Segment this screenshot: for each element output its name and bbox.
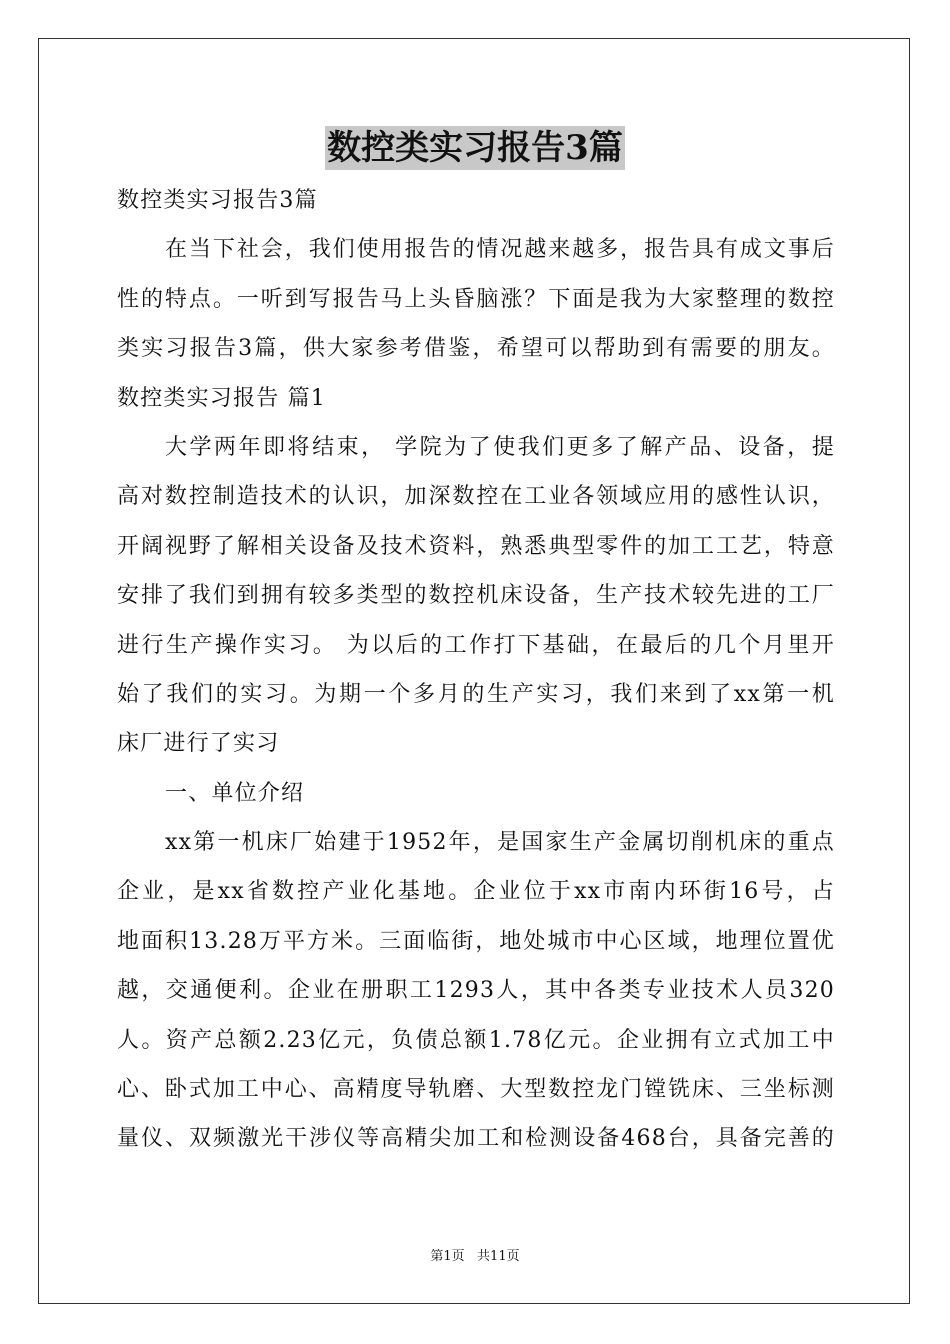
text-line: 数控类实习报告3篇 <box>117 188 318 213</box>
text-line: 数控类实习报告 篇1 <box>117 385 326 411</box>
text-line: xx第一机床厂始建于1952年，是国家生产金属切削机床的重点 <box>165 830 835 856</box>
text-line: 量仪、双频激光干涉仪等高精尖加工和检测设备468台，具备完善的 <box>117 1126 835 1152</box>
text-line: 进行生产操作实习。 为以后的工作打下基础，在最后的几个月里开 <box>117 632 835 658</box>
document-title: 数控类实习报告3篇 <box>327 128 623 168</box>
text-line: 床厂进行了实习 <box>117 731 280 757</box>
text-line: 一、单位介绍 <box>165 780 305 806</box>
text-line: 心、卧式加工中心、高精度导轨磨、大型数控龙门镗铣床、三坐标测 <box>117 1077 835 1103</box>
text-line: 在当下社会，我们使用报告的情况越来越多，报告具有成文事后 <box>165 237 835 263</box>
page-footer: 第1页 共11页 <box>430 1249 520 1264</box>
text-line: 企业，是xx省数控产业化基地。企业位于xx市南内环街16号，占 <box>117 879 835 905</box>
text-line: 安排了我们到拥有较多类型的数控机床设备，生产技术较先进的工厂 <box>117 583 835 609</box>
text-line: 人。资产总额2.23亿元，负债总额1.78亿元。企业拥有立式加工中 <box>117 1027 835 1053</box>
text-line: 地面积13.28万平方米。三面临街，地处城市中心区域，地理位置优 <box>117 928 835 954</box>
text-line: 始了我们的实习。为期一个多月的生产实习，我们来到了xx第一机 <box>117 681 835 707</box>
title-wrap <box>0 126 950 170</box>
text-line: 类实习报告3篇，供大家参考借鉴，希望可以帮助到有需要的朋友。 <box>117 336 835 362</box>
text-line: 性的特点。一听到写报告马上头昏脑涨？下面是我为大家整理的数控 <box>117 286 835 312</box>
text-line: 越，交通便利。企业在册职工1293人，其中各类专业技术人员320 <box>117 978 835 1004</box>
text-line: 开阔视野了解相关设备及技术资料，熟悉典型零件的加工工艺，特意 <box>117 533 835 559</box>
document-body <box>117 176 835 1164</box>
text-line: 大学两年即将结束， 学院为了使我们更多了解产品、设备，提 <box>165 434 835 460</box>
text-line: 高对数控制造技术的认识，加深数控在工业各领域应用的感性认识， <box>117 484 835 510</box>
